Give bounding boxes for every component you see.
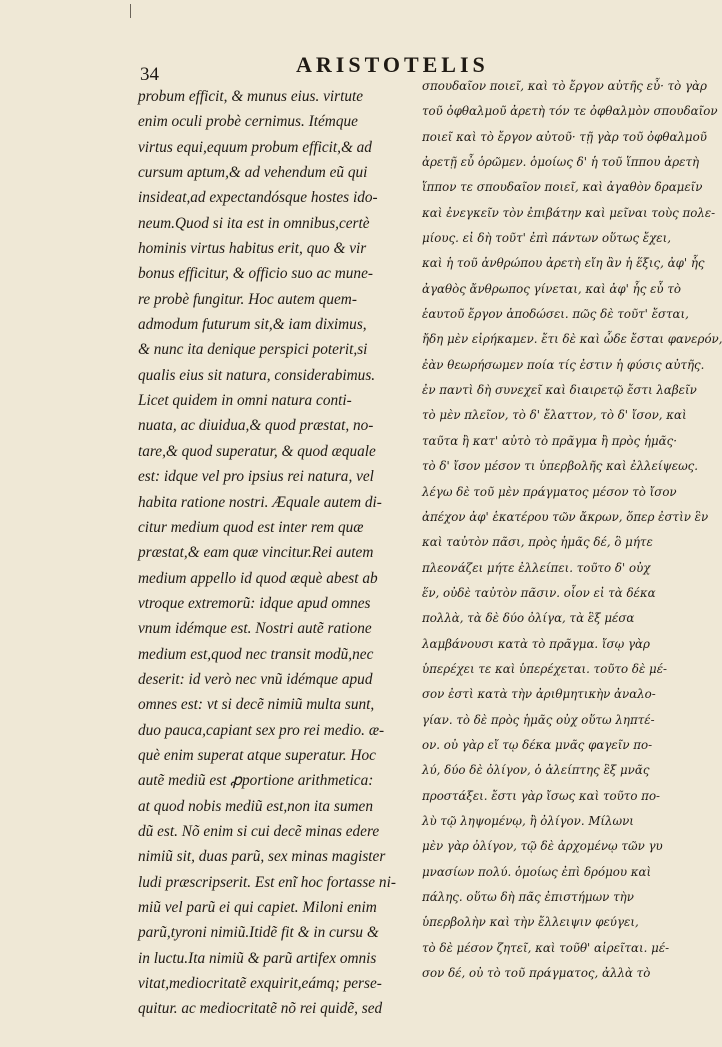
greek-text-line: πάλης. οὕτω δὴ πᾶς ἐπιστήμων τὴν [422, 890, 634, 904]
latin-text-line: nuata, ac diuidua,& quod præstat, no- [138, 417, 374, 435]
latin-text-line: nimiũ sit, duas parũ, sex minas magister [138, 848, 386, 866]
greek-text-line: σπουδαῖον ποιεῖ, καὶ τὸ ἔργον αὐτῆς εὖ· τὸ γὰρ [422, 79, 707, 93]
greek-text-line: λὺ τῷ ληψομένῳ, ἢ ὀλίγον. Μίλωνι [422, 813, 634, 828]
latin-text-line: est: idque vel pro ipsius rei natura, vel [138, 468, 374, 486]
latin-text-line: Licet quidem in omni natura conti- [138, 392, 352, 410]
greek-text-line: προστάξει. ἔστι γὰρ ἴσως καὶ τοῦτο πο- [422, 788, 661, 803]
latin-text-line: omnes est: vt si decẽ nimiũ multa sunt, [138, 696, 375, 714]
greek-text-line: ἀπέχον ἀφ' ἑκατέρου τῶν ἄκρων, ὅπερ ἐστὶν ἓν [422, 509, 709, 524]
greek-text-line: ἑαυτοῦ ἔργον ἀποδώσει. πῶς δὲ τοῦτ' ἔσται, [422, 307, 689, 322]
latin-text-line: miũ vel parũ ei qui capiet. Miloni enim [138, 899, 377, 916]
latin-text-line: hominis virtus habitus erit, quo & vir [138, 240, 367, 258]
running-title: ARISTOTELIS [296, 52, 489, 77]
latin-text-line: insideat,ad expectandósque hostes ido- [138, 189, 378, 207]
greek-text-line: ἐὰν θεωρήσωμεν ποία τίς ἐστιν ἡ φύσις αὐτῆς. [422, 357, 705, 372]
latin-text-line: in luctu.Ita nimiũ & parũ artifex omnis [138, 949, 377, 967]
latin-text-line: citur medium quod est inter rem quæ [138, 518, 364, 536]
latin-text-line: ludi præscripserit. Est enĩ hoc fortasse ni- [138, 873, 396, 891]
greek-text-line: καὶ ἡ τοῦ ἀνθρώπου ἀρετὴ εἴη ἂν ἡ ἕξις, ἀφ' ἧς [422, 256, 705, 271]
greek-text-line: ἀγαθὸς ἄνθρωπος γίνεται, καὶ ἀφ' ἧς εὖ τὸ [422, 281, 681, 296]
latin-text-line: quitur. ac mediocritatẽ nõ rei quidẽ, sed [138, 1000, 383, 1018]
latin-text-line: vitat,mediocritatẽ exquirit,eámq; perse- [138, 975, 382, 993]
latin-text-line: deserit: id verò nec vnũ idémque apud [138, 670, 373, 688]
greek-column [422, 74, 722, 986]
latin-text-line: probum efficit, & munus eius. virtute [138, 88, 364, 105]
greek-text-line: μνασίων πολύ. ὁμοίως ἐπὶ δρόμου καὶ [422, 864, 652, 879]
greek-text-line: ἀρετῇ εὖ ὁρῶμεν. ὁμοίως δ' ἡ τοῦ ἵππου ἀρετὴ [422, 155, 700, 170]
greek-text-line: ὑπερέχει τε καὶ ὑπερέχεται. τοῦτο δὲ μέ- [422, 661, 668, 676]
latin-text-line: enim oculi probè cernimus. Itémque [138, 113, 358, 131]
latin-text-line: duo pauca,capiant sex pro rei medio. æ- [138, 721, 385, 739]
latin-text-line: què enim superat atque superatur. Hoc [138, 746, 376, 764]
greek-text-line: σον ἐστὶ κατὰ τὴν ἀριθμητικὴν ἀναλο- [422, 687, 656, 702]
greek-text-line: ἕν, οὐδὲ ταὐτὸν πᾶσιν. οἷον εἰ τὰ δέκα [422, 585, 656, 600]
greek-text-line: ἐν παντὶ δὴ συνεχεῖ καὶ διαιρετῷ ἔστι λαβεῖν [422, 383, 697, 398]
latin-text-line: qualis eius sit natura, considerabimus. [138, 366, 376, 384]
latin-text-line: tare,& quod superatur, & quod æquale [138, 442, 376, 460]
latin-text-line: vnum idémque est. Nostri autẽ ratione [138, 620, 372, 638]
greek-text-line: πολλὰ, τὰ δὲ δύο ὀλίγα, τὰ ἓξ μέσα [422, 611, 635, 626]
latin-text-line: parũ,tyroni nimiũ.Itidẽ fit & in cursu & [138, 924, 379, 942]
latin-text-line: cursum aptum,& ad vehendum eũ qui [138, 164, 368, 182]
greek-text-line: ἵππον τε σπουδαῖον ποιεῖ, καὶ ἀγαθὸν δραμεῖν [422, 180, 703, 195]
greek-text-line: πλεονάζει μήτε ἐλλείπει. τοῦτο δ' οὐχ [422, 560, 651, 575]
latin-text-line: dũ est. Nõ enim si cui decẽ minas edere [138, 822, 380, 840]
page-number: 34 [140, 64, 159, 85]
greek-text-line: καὶ ἐνεγκεῖν τὸν ἐπιβάτην καὶ μεῖναι τοὺς πολε- [422, 205, 716, 220]
greek-text-line: ἤδη μὲν εἰρήκαμεν. ἔτι δὲ καὶ ὧδε ἔσται φανερόν, [422, 332, 722, 347]
latin-text-line: vtroque extremorũ: idque apud omnes [138, 594, 371, 612]
greek-text-line: μίους. εἰ δὴ τοῦτ' ἐπὶ πάντων οὕτως ἔχει, [422, 231, 671, 246]
latin-text-line: & nunc ita denique perspici poterit,si [138, 341, 368, 359]
margin-mark [130, 4, 131, 18]
greek-text-line: λύ, δύο δὲ ὀλίγον, ὁ ἀλείπτης ἓξ μνᾶς [422, 763, 650, 778]
greek-text-line: λέγω δὲ τοῦ μὲν πράγματος μέσον τὸ ἴσον [422, 484, 677, 499]
greek-text-line: τὸ δὲ μέσον ζητεῖ, καὶ τοῦθ' αἱρεῖται. μέ- [422, 940, 670, 955]
greek-text-line: ταῦτα ἢ κατ' αὐτὸ τὸ πρᾶγμα ἢ πρὸς ἡμᾶς· [422, 433, 677, 448]
greek-text-line: καὶ ταὐτὸν πᾶσι, πρὸς ἡμᾶς δέ, ὃ μήτε [422, 535, 653, 550]
greek-text-line: ὑπερβολὴν καὶ τὴν ἔλλειψιν φεύγει, [422, 915, 639, 930]
greek-text-line: μὲν γὰρ ὀλίγον, τῷ δὲ ἀρχομένῳ τῶν γυ [422, 839, 663, 854]
latin-text-line: admodum futurum sit,& iam diximus, [138, 316, 367, 334]
latin-text-line: neum.Quod si ita est in omnibus,certè [138, 214, 370, 232]
greek-text-line: τοῦ ὀφθαλμοῦ ἀρετὴ τόν τε ὀφθαλμὸν σπουδαῖον [422, 104, 718, 119]
greek-text-line: τὸ δ' ἴσον μέσον τι ὑπερβολῆς καὶ ἐλλείψεως. [422, 459, 699, 474]
greek-text-line: γίαν. τὸ δὲ πρὸς ἡμᾶς οὐχ οὕτω ληπτέ- [422, 712, 655, 727]
greek-text-line: ποιεῖ καὶ τὸ ἔργον αὐτοῦ· τῇ γὰρ τοῦ ὀφθαλμοῦ [422, 129, 707, 144]
latin-text-line: re probè fungitur. Hoc autem quem- [138, 290, 357, 308]
greek-text-line: λαμβάνουσι κατὰ τὸ πρᾶγμα. ἴσῳ γὰρ [422, 636, 650, 651]
latin-text-line: autẽ mediũ est ꝓportione arithmetica: [138, 772, 374, 790]
greek-text-line: ον. οὐ γὰρ εἴ τῳ δέκα μνᾶς φαγεῖν πο- [422, 737, 653, 752]
latin-column [138, 84, 416, 1022]
latin-text-line: bonus efficitur, & officio suo ac mune- [138, 265, 373, 283]
greek-text-line: σον δέ, οὐ τὸ τοῦ πράγματος, ἀλλὰ τὸ [422, 966, 651, 981]
latin-text-line: habita ratione nostri. Æquale autem di- [138, 493, 382, 511]
greek-text-line: τὸ μὲν πλεῖον, τὸ δ' ἔλαττον, τὸ δ' ἴσον, καὶ [422, 408, 687, 423]
latin-text-line: medium appello id quod æquè abest ab [138, 569, 378, 587]
latin-text-line: medium est,quod nec transit modũ,nec [138, 645, 374, 663]
latin-text-line: at quod nobis mediũ est,non ita sumen [138, 797, 373, 815]
latin-text-line: virtus equi,equum probum efficit,& ad [138, 138, 372, 156]
latin-text-line: præstat,& eam quæ vincitur.Rei autem [138, 544, 374, 562]
